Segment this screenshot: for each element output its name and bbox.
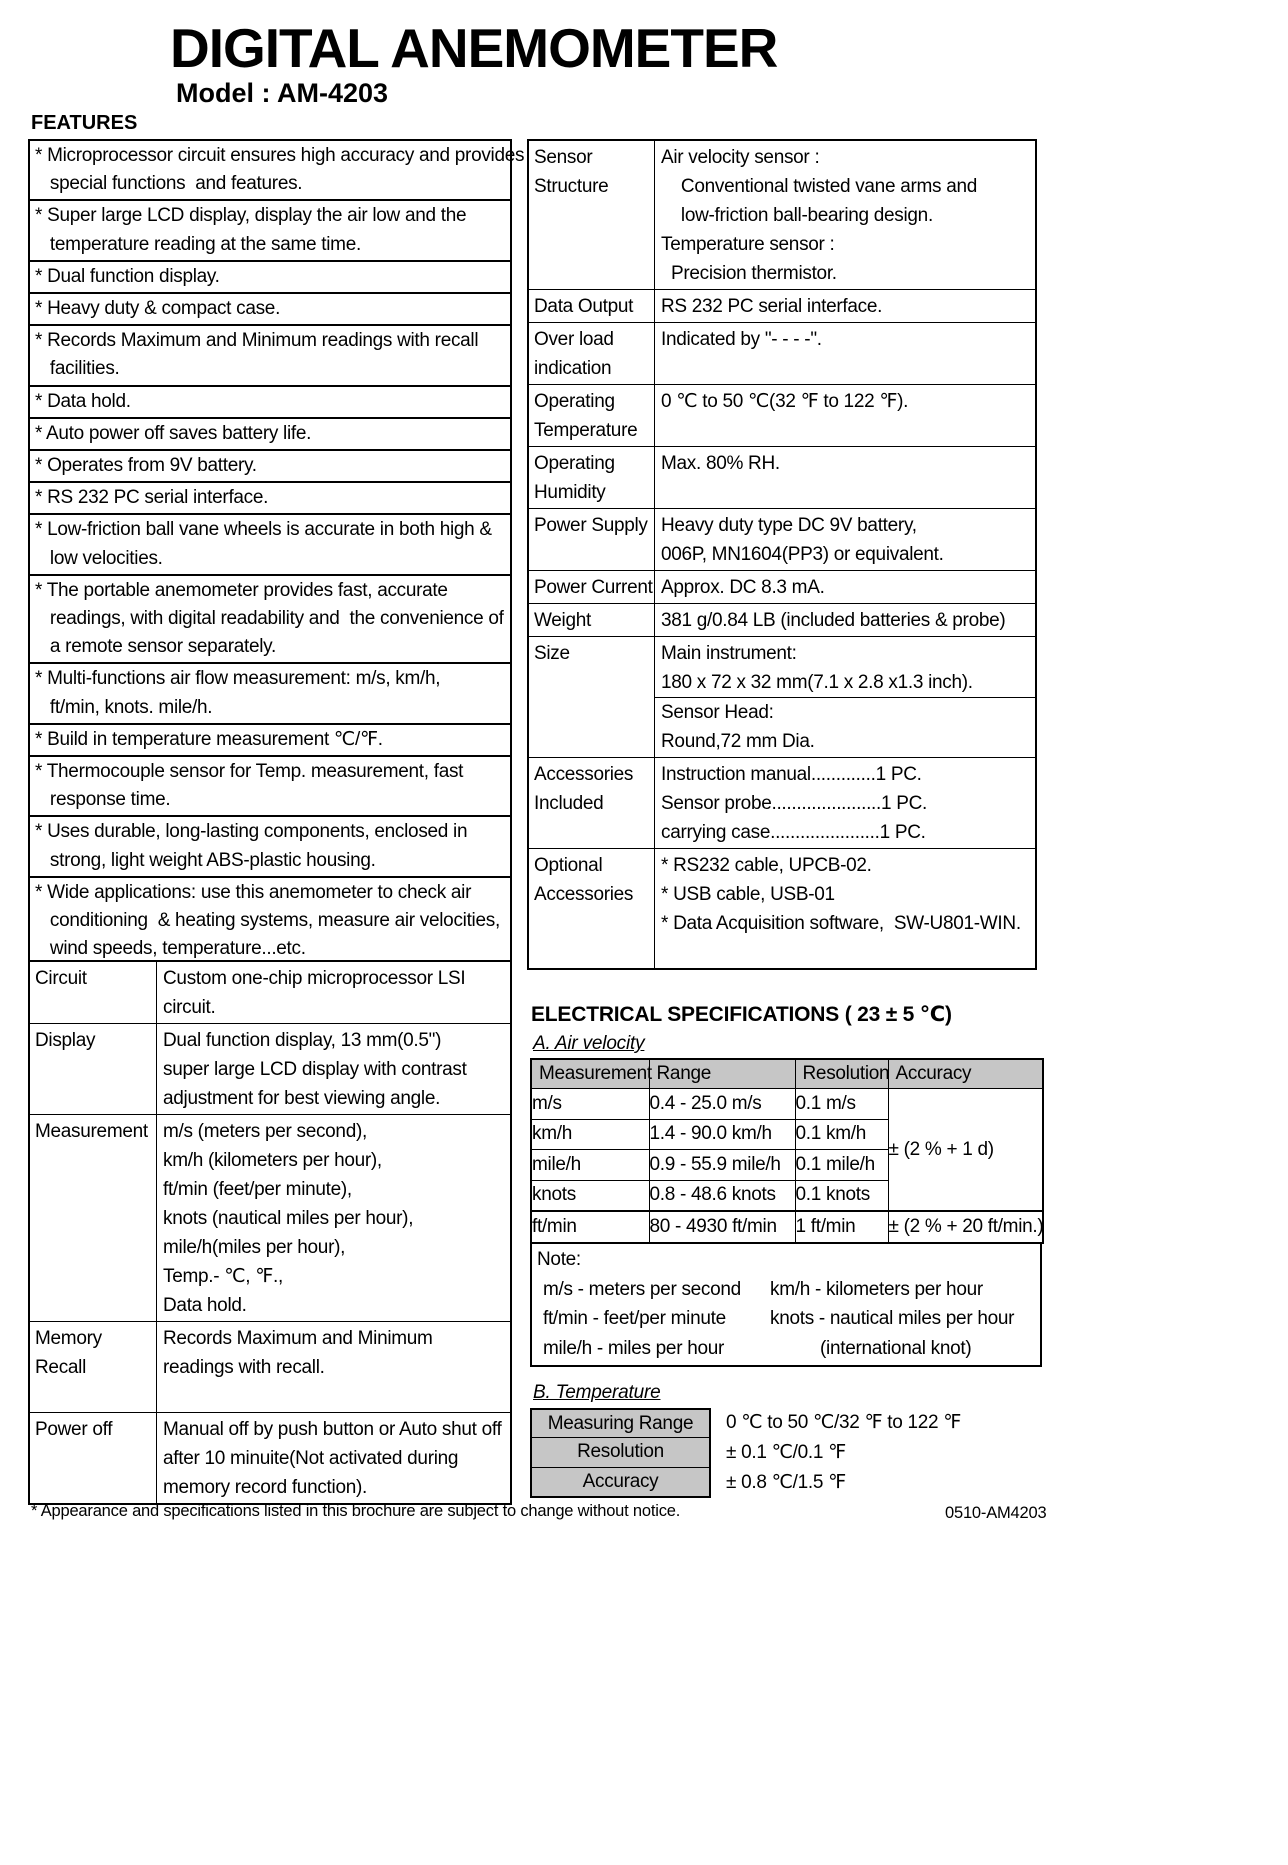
feature-row <box>30 417 510 449</box>
feature-text-line: readings, with digital readability and the convenience of <box>35 608 504 630</box>
table-row <box>529 848 1035 968</box>
air-table-row <box>531 1089 1043 1120</box>
document-code: 0510-AM4203 <box>945 1504 1047 1522</box>
row-value-cell <box>157 1413 510 1503</box>
value-text-line: * RS232 cable, UPCB-02. <box>661 855 872 876</box>
label-text-line: Circuit <box>35 968 87 989</box>
note-label: Note: <box>537 1249 581 1270</box>
feature-text-line: * Heavy duty & compact case. <box>35 298 281 320</box>
value-text-line: adjustment for best viewing angle. <box>163 1088 441 1109</box>
label-text-line: Humidity <box>534 482 606 503</box>
row-value-cell <box>655 758 1035 848</box>
model-subtitle: Model : AM-4203 <box>176 78 389 108</box>
row-value-cell <box>655 323 1035 384</box>
feature-text-line: * Auto power off saves battery life. <box>35 422 312 444</box>
row-value-cell <box>655 447 1035 508</box>
row-label-cell <box>529 385 655 446</box>
temperature-row <box>530 1468 1042 1498</box>
label-text-line: Accessories <box>534 764 634 785</box>
label-text-line: Sensor <box>534 147 593 168</box>
value-text-line: Temperature sensor : <box>661 234 835 255</box>
feature-text-line: low velocities. <box>35 547 163 569</box>
value-text-line: Precision thermistor. <box>661 263 837 284</box>
feature-row <box>30 513 510 573</box>
air-table-header-cell: Range <box>649 1059 795 1089</box>
note-left-text: ft/min - feet/per minute <box>538 1308 726 1329</box>
page-title: DIGITAL ANEMOMETER <box>170 17 778 79</box>
feature-text-line: facilities. <box>35 358 120 380</box>
feature-text-line: a remote sensor separately. <box>35 636 276 658</box>
value-text-line: Sensor Head: <box>655 697 1035 727</box>
value-text-line: low-friction ball-bearing design. <box>661 205 933 226</box>
air-table-header-cell: Measurement <box>531 1059 649 1089</box>
value-text-line: * Data Acquisition software, SW-U801-WIN. <box>661 913 1021 934</box>
air-table-header-cell: Resolution <box>795 1059 888 1089</box>
feature-text-line: * Multi-functions air flow measurement: m/s, km/h, <box>35 668 441 690</box>
electrical-specs-heading: ELECTRICAL SPECIFICATIONS ( 23 ± 5 ℃) <box>531 1003 952 1026</box>
feature-row <box>30 292 510 324</box>
feature-text-line: * Records Maximum and Minimum readings with recall <box>35 330 479 352</box>
row-value-cell <box>655 509 1035 570</box>
table-row <box>30 1412 510 1503</box>
row-value-cell <box>157 1024 510 1114</box>
feature-text-line: * Uses durable, long-lasting components, enclosed in <box>35 821 468 843</box>
feature-row <box>30 449 510 481</box>
feature-text-line: * Low-friction ball vane wheels is accurate in both high & <box>35 519 492 541</box>
note-right-text: knots - nautical miles per hour <box>770 1308 1015 1329</box>
table-row <box>529 446 1035 508</box>
row-value-cell <box>655 385 1035 446</box>
label-text-line: Optional <box>534 855 603 876</box>
value-text-line: ft/min (feet/per minute), <box>163 1179 352 1200</box>
feature-text-line: special functions and features. <box>35 173 303 195</box>
temperature-value-cell: ± 0.8 ℃/1.5 ℉ <box>726 1472 846 1493</box>
value-text-line <box>655 938 1035 967</box>
row-label-cell <box>529 509 655 570</box>
row-value-cell <box>655 849 1035 968</box>
range-cell: 0.9 - 55.9 mile/h <box>649 1150 795 1181</box>
table-row <box>30 1114 510 1321</box>
feature-row <box>30 876 510 965</box>
value-text-line: Custom one-chip microprocessor LSI <box>163 968 466 989</box>
features-table <box>28 139 525 966</box>
value-text-line: 381 g/0.84 LB (included batteries & probe) <box>661 610 1006 631</box>
label-text-line: Data Output <box>534 296 634 317</box>
value-text-line: km/h (kilometers per hour), <box>163 1150 382 1171</box>
feature-row <box>30 815 510 875</box>
table-row <box>529 757 1035 848</box>
note-left-text: m/s - meters per second <box>538 1278 741 1300</box>
value-text-line: RS 232 PC serial interface. <box>661 296 883 317</box>
measurement-cell: km/h <box>531 1119 649 1150</box>
features-heading: FEATURES <box>31 112 138 134</box>
table-row <box>529 603 1035 636</box>
note-line <box>532 1304 1040 1334</box>
table-row <box>529 570 1035 603</box>
temperature-row <box>530 1438 1042 1468</box>
feature-text-line: * The portable anemometer provides fast, accurate <box>35 579 448 601</box>
resolution-cell: 0.1 m/s <box>795 1089 888 1120</box>
air-velocity-table <box>530 1058 1044 1244</box>
label-text-line: Included <box>534 793 604 814</box>
row-label-cell <box>529 758 655 848</box>
feature-text-line: * RS 232 PC serial interface. <box>35 487 269 509</box>
value-text-line: Sensor probe......................1 PC. <box>661 793 928 814</box>
row-label-cell <box>529 141 655 289</box>
row-value-cell <box>655 571 1035 603</box>
row-label-cell <box>529 849 655 968</box>
feature-text-line: * Super large LCD display, display the air low and the <box>35 205 467 227</box>
air-velocity-subheading: A. Air velocity <box>533 1033 645 1054</box>
table-row <box>30 1321 510 1412</box>
label-text-line: Operating <box>534 391 615 412</box>
temperature-value-cell: ± 0.1 ℃/0.1 ℉ <box>726 1442 846 1463</box>
row-value-cell <box>655 637 1035 757</box>
value-text-line: 180 x 72 x 32 mm(7.1 x 2.8 x1.3 inch). <box>661 672 973 693</box>
temperature-value-cell: 0 ℃ to 50 ℃/32 ℉ to 122 ℉ <box>726 1412 962 1433</box>
label-text-line: Recall <box>35 1357 86 1378</box>
row-label-cell <box>30 962 157 1023</box>
label-text-line: Accessories <box>534 884 634 905</box>
label-text-line: Power off <box>35 1419 113 1440</box>
row-value-cell <box>655 604 1035 636</box>
table-row <box>529 508 1035 570</box>
label-text-line: Power Current <box>534 577 653 598</box>
measurement-cell: knots <box>531 1180 649 1211</box>
value-text-line: Data hold. <box>163 1295 247 1316</box>
table-row <box>529 322 1035 384</box>
row-label-cell <box>30 1024 157 1114</box>
range-cell: 80 - 4930 ft/min <box>649 1211 795 1243</box>
air-table-header-cell: Accuracy <box>888 1059 1043 1089</box>
feature-row <box>30 260 510 292</box>
label-text-line: Weight <box>534 610 591 631</box>
value-text-line: * USB cable, USB-01 <box>661 884 835 905</box>
row-label-cell <box>529 447 655 508</box>
note-right-text: km/h - kilometers per hour <box>770 1278 983 1300</box>
value-text-line: Approx. DC 8.3 mA. <box>661 577 825 598</box>
table-row <box>30 962 510 1023</box>
label-text-line: Measurement <box>35 1121 148 1142</box>
feature-text-line: * Wide applications: use this anemometer to check air <box>35 881 472 903</box>
feature-text-line: temperature reading at the same time. <box>35 233 361 255</box>
feature-text-line: * Dual function display. <box>35 265 220 287</box>
table-row <box>529 141 1035 289</box>
feature-text-line: * Build in temperature measurement ℃/℉. <box>35 728 383 750</box>
label-text-line: Power Supply <box>534 515 648 536</box>
feature-row <box>30 481 510 513</box>
measurement-cell: m/s <box>531 1089 649 1120</box>
row-label-cell <box>529 604 655 636</box>
value-text-line <box>157 1382 510 1411</box>
row-value-cell <box>655 141 1035 289</box>
value-text-line: Conventional twisted vane arms and <box>661 176 977 197</box>
feature-text-line: wind speeds, temperature...etc. <box>35 938 306 960</box>
feature-text-line: * Operates from 9V battery. <box>35 455 257 477</box>
value-text-line: Air velocity sensor : <box>661 147 820 168</box>
feature-row <box>30 141 525 199</box>
value-text-line: after 10 minuite(Not activated during <box>163 1448 459 1469</box>
temperature-label-cell: Accuracy <box>530 1468 711 1498</box>
label-text-line: indication <box>534 358 612 379</box>
table-row <box>529 384 1035 446</box>
temperature-label-cell: Resolution <box>530 1438 711 1468</box>
feature-row <box>30 324 510 384</box>
value-text-line: carrying case......................1 PC. <box>661 822 926 843</box>
feature-row <box>30 574 510 663</box>
detail-spec-table <box>28 960 512 1505</box>
general-spec-table <box>527 139 1037 970</box>
accuracy-merged-cell: ± (2 % + 1 d) <box>888 1089 1043 1212</box>
value-text-line: 006P, MN1604(PP3) or equivalent. <box>661 544 944 565</box>
value-text-line: mile/h(miles per hour), <box>163 1237 346 1258</box>
row-value-cell <box>655 290 1035 322</box>
measurement-cell: mile/h <box>531 1150 649 1181</box>
feature-text-line: * Thermocouple sensor for Temp. measurement, fast <box>35 761 464 783</box>
table-row <box>529 289 1035 322</box>
temperature-label-cell: Measuring Range <box>530 1408 711 1438</box>
temperature-subheading: B. Temperature <box>533 1382 661 1403</box>
row-label-cell <box>529 637 655 757</box>
value-text-line: Manual off by push button or Auto shut off <box>163 1419 502 1440</box>
value-text-line: super large LCD display with contrast <box>163 1059 467 1080</box>
value-text-line: readings with recall. <box>163 1357 325 1378</box>
value-text-line: Instruction manual.............1 PC. <box>661 764 922 785</box>
measurement-cell: ft/min <box>531 1211 649 1243</box>
value-text-line: m/s (meters per second), <box>163 1121 367 1142</box>
feature-text-line: response time. <box>35 789 171 811</box>
feature-row <box>30 385 510 417</box>
value-text-line: Main instrument: <box>661 643 797 664</box>
label-text-line: Over load <box>534 329 614 350</box>
label-text-line: Display <box>35 1030 96 1051</box>
note-left-text: mile/h - miles per hour <box>538 1337 725 1359</box>
feature-row <box>30 723 510 755</box>
feature-row <box>30 199 510 259</box>
row-label-cell <box>529 571 655 603</box>
value-text-line: Indicated by "- - - -". <box>661 329 822 350</box>
footer-disclaimer: * Appearance and specifications listed in this brochure are subject to change without notice. <box>31 1502 681 1520</box>
value-text-line: Records Maximum and Minimum <box>163 1328 433 1349</box>
table-row <box>30 1023 510 1114</box>
air-table-row <box>531 1211 1043 1243</box>
value-text-line: Round,72 mm Dia. <box>661 731 815 752</box>
accuracy-ftmin-cell: ± (2 % + 20 ft/min.) <box>888 1211 1043 1243</box>
label-text-line: Operating <box>534 453 615 474</box>
temperature-spec-table <box>530 1408 1042 1498</box>
note-line <box>532 1275 1040 1305</box>
air-velocity-section <box>530 1058 1042 1367</box>
range-cell: 0.4 - 25.0 m/s <box>649 1089 795 1120</box>
row-value-cell <box>157 962 510 1023</box>
range-cell: 0.8 - 48.6 knots <box>649 1180 795 1211</box>
row-label-cell <box>529 323 655 384</box>
resolution-cell: 0.1 km/h <box>795 1119 888 1150</box>
temperature-row <box>530 1408 1042 1438</box>
row-label-cell <box>30 1115 157 1321</box>
resolution-cell: 0.1 mile/h <box>795 1150 888 1181</box>
row-value-cell <box>157 1115 510 1321</box>
feature-text-line: conditioning & heating systems, measure air velocities, <box>35 910 500 932</box>
label-text-line: Temperature <box>534 420 638 441</box>
value-text-line: Dual function display, 13 mm(0.5") <box>163 1030 442 1051</box>
value-text-line: circuit. <box>163 997 216 1018</box>
value-text-line: Temp.- ℃, ℉., <box>163 1266 283 1287</box>
label-text-line: Size <box>534 643 570 664</box>
resolution-cell: 1 ft/min <box>795 1211 888 1243</box>
value-text-line: Heavy duty type DC 9V battery, <box>661 515 917 536</box>
feature-text-line: * Data hold. <box>35 390 131 412</box>
air-table-header-row <box>531 1059 1043 1089</box>
row-value-cell <box>157 1322 510 1412</box>
value-text-line: memory record function). <box>163 1477 367 1498</box>
value-text-line: Max. 80% RH. <box>661 453 780 474</box>
row-label-cell <box>529 290 655 322</box>
row-label-cell <box>30 1413 157 1503</box>
value-text-line: 0 ℃ to 50 ℃(32 ℉ to 122 ℉). <box>661 391 909 412</box>
units-note-box <box>530 1244 1042 1367</box>
feature-row <box>30 662 510 722</box>
feature-text-line: * Microprocessor circuit ensures high accuracy and provides <box>35 145 525 166</box>
row-label-cell <box>30 1322 157 1412</box>
note-line <box>532 1334 1040 1364</box>
feature-text-line: ft/min, knots. mile/h. <box>35 696 213 718</box>
range-cell: 1.4 - 90.0 km/h <box>649 1119 795 1150</box>
feature-row <box>30 755 510 815</box>
table-row <box>529 636 1035 757</box>
label-text-line: Structure <box>534 176 609 197</box>
resolution-cell: 0.1 knots <box>795 1180 888 1211</box>
label-text-line: Memory <box>35 1328 102 1349</box>
note-right-text: (international knot) <box>820 1337 972 1359</box>
feature-text-line: strong, light weight ABS-plastic housing. <box>35 849 376 871</box>
value-text-line: knots (nautical miles per hour), <box>163 1208 414 1229</box>
